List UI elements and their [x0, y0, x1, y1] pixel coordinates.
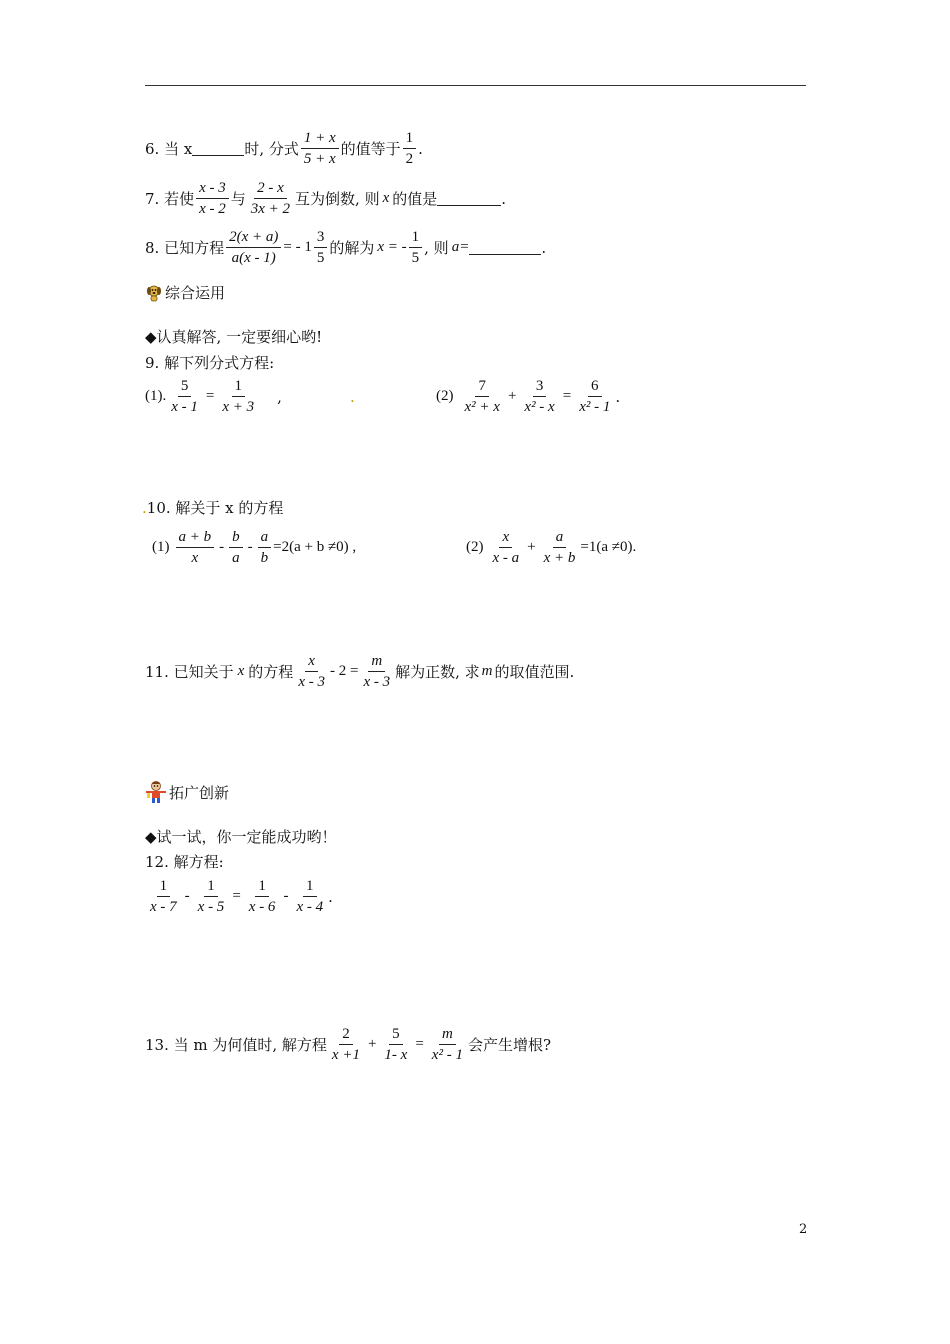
- q8-end: .: [541, 238, 547, 257]
- q11-rnum: m: [368, 651, 385, 672]
- q8-sol-den: 5: [411, 250, 420, 266]
- question-8: [145, 227, 546, 268]
- q12-f4-num: 1: [303, 876, 317, 897]
- q12-f4-den: x - 4: [296, 899, 324, 915]
- q9-p1-left: [168, 376, 201, 417]
- q8-mixed-num: 3: [314, 227, 328, 248]
- q9-p2-bden: x² - x: [524, 399, 555, 415]
- q7-with: 与: [230, 190, 246, 208]
- q7-post: 的值是: [392, 190, 438, 208]
- q10-p1-rhs: =2(a + b ≠0) ,: [273, 539, 357, 555]
- q13-b-num: 5: [389, 1024, 403, 1045]
- question-9-part-1: (1). $\frac{5}{x - 1}$ = $\frac{1}{x + 3}$ , .: [145, 378, 355, 415]
- q8-sol-num: 1: [409, 227, 423, 248]
- q11-var: x: [237, 663, 245, 679]
- q7-fraction-2: [248, 178, 293, 219]
- question-13: 13. 当 m 为何值时, 解方程 $\frac{2}{x +1}$ + $\frac{5}{1- x}$ = $\frac{m}{\text{x² - 1}}$ 会产生增根?: [145, 1026, 551, 1063]
- q6-half-den: 2: [405, 151, 414, 167]
- q9-p1-right: [219, 376, 257, 417]
- kid-mascot-icon: [145, 780, 167, 804]
- q11-left: [295, 651, 328, 692]
- question-12-title: [145, 851, 224, 872]
- section-extension: [145, 780, 229, 804]
- q13-c-num: m: [439, 1024, 456, 1045]
- q8-then: , 则: [424, 239, 449, 257]
- q9-p1-lden: x - 1: [171, 399, 198, 415]
- q7-mid: 互为倒数, 则: [295, 190, 380, 208]
- q8-text: 8. 已知方程: [145, 239, 225, 257]
- q8-mid: 的解为: [329, 239, 375, 257]
- q12-f1-num: 1: [157, 876, 171, 897]
- q7-f2-den: 3x + 2: [250, 201, 291, 217]
- q12-f2: [195, 876, 228, 917]
- q9-p2-cnum: 6: [588, 376, 602, 397]
- q7-f2-num: 2 - x: [254, 178, 287, 199]
- q9-p1-rnum: 1: [232, 376, 246, 397]
- q11-lnum: x: [305, 651, 318, 672]
- q12-f1: [147, 876, 180, 917]
- section-comprehensive: [145, 282, 225, 303]
- q9-p1-label: (1).: [145, 388, 167, 404]
- q8-x: x = -: [377, 239, 407, 255]
- q10-p2-a: [490, 527, 523, 568]
- section2-note-text: ◆试一试，你一定能成功哟！: [145, 828, 337, 846]
- question-6: [145, 128, 423, 169]
- q8-a: a=: [451, 239, 470, 255]
- q8-blank: [469, 240, 541, 255]
- q10-p2-bnum: a: [553, 527, 567, 548]
- q9-p1-sep: ,: [277, 387, 282, 406]
- q8-solution-fraction: [409, 227, 423, 268]
- q6-fraction: [301, 128, 339, 169]
- q11-minus: - 2 =: [329, 663, 359, 679]
- q6-den: 5 + x: [303, 151, 336, 167]
- q11-right: [360, 651, 393, 692]
- q6-blank: [192, 141, 244, 156]
- q8-mixed-fraction: [314, 227, 328, 268]
- q8-mixed-den: 5: [316, 250, 325, 266]
- question-10-part-1: (1) $\frac{a + b}{x}$ - $\frac{b}{a}$ - $\frac{a}{b}$ =2(a + b ≠0) ,: [152, 529, 357, 566]
- q12-f2-den: x - 5: [197, 899, 225, 915]
- page-number: 2: [799, 1222, 808, 1237]
- q6-num: 1 + x: [301, 128, 339, 149]
- q7-end: .: [501, 189, 507, 208]
- q10-p2-aden: x - a: [492, 550, 520, 566]
- q11-post: 解为正数, 求: [395, 663, 480, 681]
- q13-b: [381, 1024, 410, 1065]
- q10-p1-aden: x: [191, 550, 199, 566]
- q11-mid: 的方程: [248, 663, 294, 681]
- section1-note-text: ◆认真解答, 一定要细心哟!: [145, 328, 323, 346]
- q9-p2-anum: 7: [475, 376, 489, 397]
- q9-p1-rden: x + 3: [222, 399, 255, 415]
- stray-dot: .: [349, 387, 355, 406]
- q9-p2-aden: x² + x: [464, 399, 500, 415]
- q10-p1-bnum: b: [229, 527, 243, 548]
- q6-half: [403, 128, 417, 169]
- q7-f1-den: x - 2: [199, 201, 226, 217]
- section1-note: [145, 326, 322, 347]
- q13-c: [429, 1024, 466, 1065]
- q12-f1-den: x - 7: [150, 899, 177, 915]
- q12-f3-num: 1: [255, 876, 269, 897]
- q11-end: 的取值范围.: [494, 663, 575, 681]
- question-11: [145, 651, 574, 692]
- q6-post: 的值等于: [340, 140, 401, 158]
- section1-title: 综合运用: [165, 284, 226, 302]
- q6-text: 6. 当 x: [145, 140, 193, 158]
- q13-post: 会产生增根?: [467, 1036, 551, 1054]
- q10-p1-cden: b: [260, 550, 269, 566]
- q10-p1-b: [229, 527, 243, 568]
- q9-p2-cden: x² - 1: [579, 399, 611, 415]
- q11-rden: x - 3: [363, 674, 391, 690]
- q10-p1-a: [176, 527, 215, 568]
- q9-p2-b: [521, 376, 557, 417]
- question-10-part-2: (2) $\frac{x}{x - a}$ + $\frac{a}{x + b}$ =1(a ≠0).: [466, 529, 637, 566]
- question-9-part-2: (2) $\frac{7}{\text{x² + x}}$ + $\frac{3}{\text{x² - x}}$ = $\frac{6}{\text{x² - 1}}$ .: [436, 378, 621, 415]
- q9-p2-c: [576, 376, 613, 417]
- q10-p2-label: (2): [466, 539, 484, 555]
- q10-p2-rhs: =1(a ≠0).: [580, 539, 637, 555]
- q10-p1-label: (1): [152, 539, 170, 555]
- q8-num: 2(x + a): [226, 227, 281, 248]
- q10-p1-bden: a: [232, 550, 240, 566]
- q9-p2-end: .: [615, 387, 621, 406]
- question-9-title: [145, 352, 274, 373]
- q7-f1-num: x - 3: [196, 178, 229, 199]
- q11-m: m: [481, 663, 493, 679]
- q13-a-num: 2: [339, 1024, 353, 1045]
- q8-eq: = - 1: [283, 239, 312, 255]
- q10-p1-cnum: a: [258, 527, 272, 548]
- q10-title: 10. 解关于 x 的方程: [146, 499, 284, 517]
- q12-f2-num: 1: [204, 876, 218, 897]
- q8-fraction: [226, 227, 281, 268]
- q9-p2-bnum: 3: [533, 376, 547, 397]
- q13-a: [329, 1024, 363, 1065]
- q10-p1-anum: a + b: [176, 527, 215, 548]
- q10-p2-b: [541, 527, 579, 568]
- q11-text: 11. 已知关于: [145, 663, 234, 681]
- question-12-equation: $\frac{1}{x - 7}$ - $\frac{1}{x - 5}$ = $\frac{1}{x - 6}$ - $\frac{1}{x - 4}$ .: [145, 876, 333, 917]
- q13-c-den: x² - 1: [431, 1047, 463, 1063]
- q9-p2-a: [462, 376, 503, 417]
- q6-end: .: [418, 139, 423, 158]
- q9-p2-label: (2): [436, 388, 454, 404]
- question-7: [145, 178, 506, 219]
- q13-b-den: 1- x: [384, 1047, 408, 1063]
- q12-f3: [246, 876, 279, 917]
- q12-title: 12. 解方程:: [145, 853, 224, 871]
- q12-f4: [293, 876, 326, 917]
- q9-p1-lnum: 5: [178, 376, 192, 397]
- q6-mid: 时, 分式: [244, 140, 299, 158]
- q7-fraction-1: [196, 178, 229, 219]
- dog-mascot-icon: [145, 283, 163, 303]
- section2-note: [145, 826, 337, 847]
- q7-var: x: [382, 190, 390, 206]
- q7-text: 7. 若使: [145, 190, 195, 208]
- section2-title: 拓广创新: [169, 783, 230, 802]
- q12-end: .: [328, 887, 333, 906]
- q9-title: 9. 解下列分式方程:: [145, 354, 275, 372]
- header-rule: [145, 85, 806, 86]
- q11-lden: x - 3: [298, 674, 325, 690]
- q7-blank: [437, 191, 501, 206]
- q8-den: a(x - 1): [231, 250, 276, 266]
- stray-dot-2: .: [142, 498, 147, 517]
- q12-f3-den: x - 6: [248, 899, 276, 915]
- q10-p2-anum: x: [499, 527, 512, 548]
- q6-half-num: 1: [403, 128, 417, 149]
- q10-p1-c: [258, 527, 272, 568]
- q13-a-den: x +1: [331, 1047, 360, 1063]
- question-10-title: [142, 497, 283, 518]
- q13-text: 13. 当 m 为何值时, 解方程: [145, 1036, 327, 1054]
- q10-p2-bden: x + b: [543, 550, 576, 566]
